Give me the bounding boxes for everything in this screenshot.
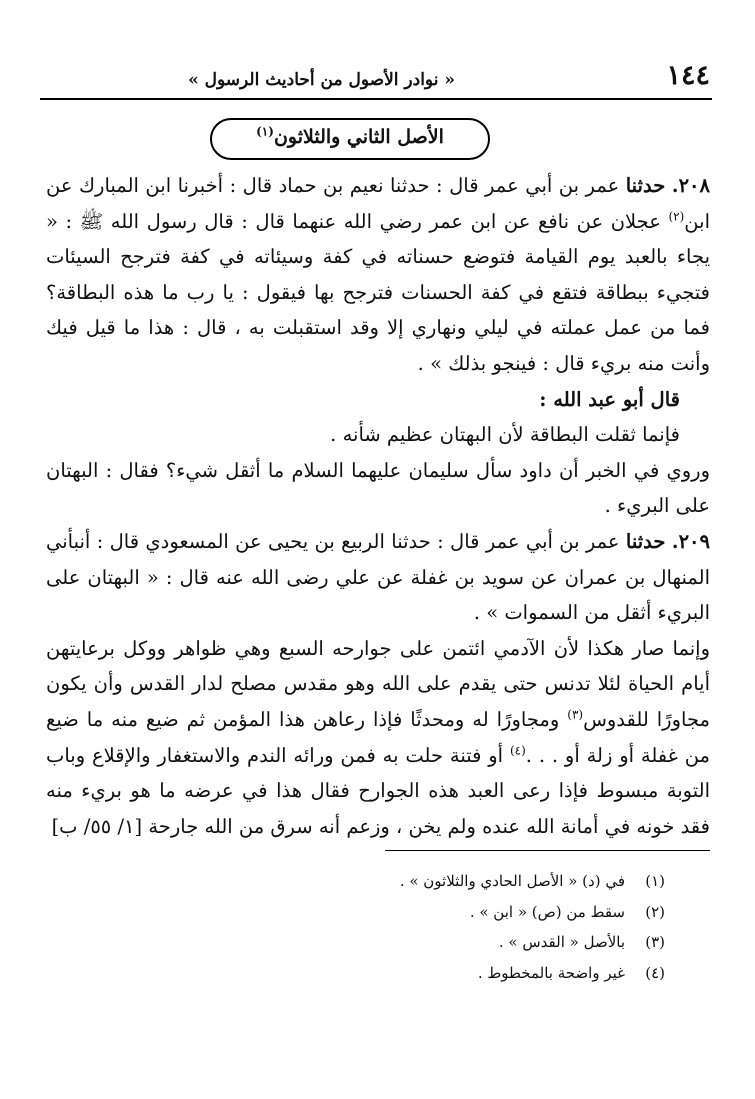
hadith-number-209: ٢٠٩. (671, 529, 710, 553)
commentary-bitaqa: فإنما ثقلت البطاقة لأن البهتان عظيم شأنه . (330, 423, 680, 447)
running-title: « نوادر الأصول من أحاديث الرسول » (188, 70, 455, 90)
footnote-ref-4: (٤) (509, 743, 526, 757)
main-text (46, 168, 710, 844)
footnotes (330, 866, 665, 988)
hadith-208-text-1: عمر بن أبي عمر قال : حدثنا نعيم بن حماد قال : أخبرنا ابن المبارك عن ابن (46, 174, 710, 233)
footnote-number: (٣) (645, 933, 665, 951)
header-divider (40, 98, 712, 100)
footnote-ref-1: (١) (256, 124, 274, 139)
hadith-number-208: ٢٠٨. (671, 174, 710, 197)
footnote-ref-3: (٣) (567, 707, 584, 722)
commentary-jawarih (46, 631, 710, 845)
hadith-209 (46, 524, 710, 631)
hadith-208 (46, 168, 710, 382)
qal-abu-abdullah-heading: قال أبو عبد الله : (539, 387, 680, 411)
hadith-208-text-2: عجلان عن نافع عن ابن عمر رضي الله عنهما قال : قال رسول الله ﷺ : « يجاء بالعبد يوم القيامة فتوضع حسناته في كفة وسيئاته في كفة فترجح السيئات فتجيء ببطاقة فتقع في كفة الحسنات فترجح بها فيقول : يا رب ما هذه البطاقة؟ فما من عمل عملته في ليلي ونهاري إلا وقد استقبلت به ، قال : هذا ما قيل فيك وأنت منه بريء قال : فينجو بذلك » . (46, 209, 710, 375)
commentary-jawarih-text-3: أو فتنة حلت به فمن ورائه الندم والاستغفار والإقلاع وباب التوبة مبسوط فإذا رعى العبد هذه الجوارح فقال هذا في عرضه ما هو بريء منه فقد خونه في أمانة الله عنده ولم يخن ، وزعم أنه سرق من الله جارحة [١/ ٥٥/ ب] (46, 743, 710, 838)
haddathana-label: حدثنا (625, 174, 666, 197)
commentary-riwaya: وروي في الخبر أن داود سأل سليمان عليهما السلام ما أثقل شيء؟ فقال : البهتان على البريء . (46, 458, 710, 518)
commentary-jawarih-text-2: ومجاورًا له ومحدثًا فإذا رعاهن هذا المؤمن ثم ضيع منه ما ضيع من غفلة أو زلة أو . . . (46, 707, 710, 767)
footnote-number: (١) (645, 872, 665, 890)
chapter-title-text: الأصل الثاني والثلاثون (273, 126, 444, 148)
footnote-number: (٢) (645, 902, 665, 921)
chapter-heading-box (210, 118, 490, 160)
footnote-text: غير واضحة بالمخطوط . (477, 963, 625, 982)
hadith-209-text: عمر بن أبي عمر قال : حدثنا الربيع بن يحيى عن المسعودي قال : أنبأني المنهال بن عمران عن سويد بن غفلة عن علي رضى الله عنه قال : « البهتان على البريء أثقل من السموات » . (46, 529, 710, 625)
haddathana-label: حدثنا (625, 529, 666, 553)
page-number: ١٤٤ (666, 60, 710, 91)
chapter-title (256, 126, 444, 148)
footnote-ref-2: (٢) (668, 209, 685, 224)
page-header (40, 58, 710, 98)
footnote-number: (٤) (645, 963, 665, 982)
footnote-text: في (د) « الأصل الحادي والثلاثون » . (399, 872, 625, 890)
footnote-divider (385, 850, 710, 851)
commentary-jawarih-text-1: وإنما صار هكذا لأن الآدمي ائتمن على جوارحه السبع وهي ظواهر ووكل برعايتهن أيام الحياة لئلا تدنس حتى يقدم على الله وهو مقدس مصلح لدار القدس وأن يكون مجاورًا للقدوس (46, 636, 710, 731)
footnote-3 (330, 927, 665, 958)
footnote-text: سقط من (ص) « ابن » . (469, 902, 625, 921)
footnote-1 (330, 866, 665, 897)
footnote-2 (330, 897, 665, 928)
footnote-4 (330, 958, 665, 989)
footnote-text: بالأصل « القدس » . (498, 933, 625, 951)
